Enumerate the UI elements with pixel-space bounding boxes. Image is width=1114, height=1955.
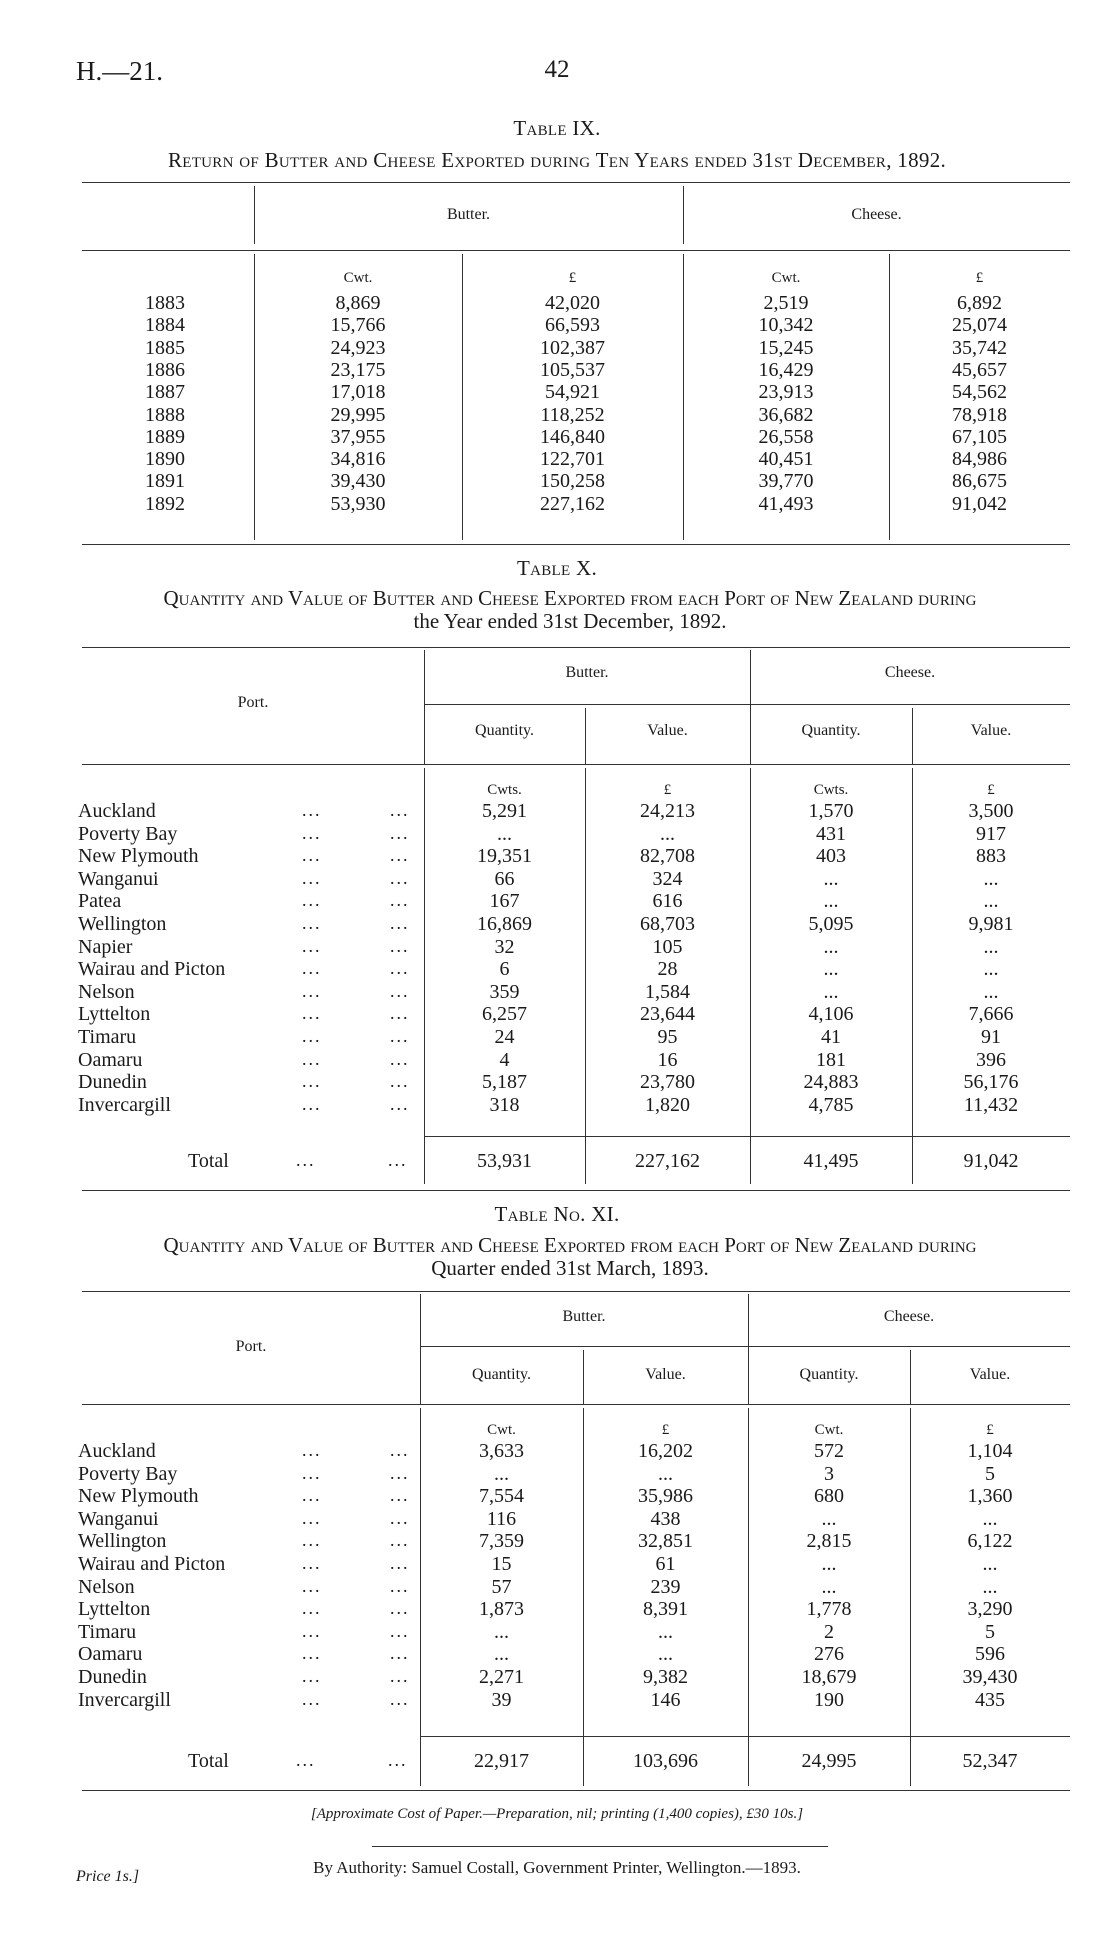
table9-cell: 41,493 bbox=[758, 492, 814, 515]
table11-cell: 5 bbox=[985, 1462, 995, 1485]
table10-leader-dots: ... bbox=[390, 890, 410, 911]
table11-cell: ... bbox=[494, 1643, 509, 1666]
table9-year: 1888 bbox=[145, 403, 185, 426]
table11-cell: 18,679 bbox=[801, 1666, 857, 1688]
table11-leader-dots: ... bbox=[390, 1666, 410, 1686]
table11-subheader-2: Quantity. bbox=[799, 1366, 859, 1383]
table10-cell: 318 bbox=[489, 1093, 520, 1116]
table9-cell: 15,245 bbox=[758, 336, 814, 359]
table9-cell: 146,840 bbox=[540, 425, 605, 448]
table9-cell: 36,682 bbox=[758, 403, 814, 426]
table11-cell: 2,271 bbox=[479, 1666, 524, 1688]
table10-cell: ... bbox=[823, 890, 839, 913]
table10-total-cell: 41,495 bbox=[803, 1150, 859, 1172]
table10-total-cell: 91,042 bbox=[963, 1150, 1019, 1172]
table11-leader-dots: ... bbox=[302, 1530, 322, 1551]
table9-cell: 45,657 bbox=[952, 358, 1007, 381]
table10-port-header: Port. bbox=[237, 694, 269, 711]
table10-cell: 16 bbox=[657, 1048, 678, 1071]
table10-port-name: Auckland bbox=[78, 800, 156, 822]
table11-cell: 6,122 bbox=[967, 1530, 1013, 1553]
table10-leader-dots: ... bbox=[302, 1071, 322, 1092]
table9-cell: 53,930 bbox=[330, 492, 386, 515]
table10-leader-dots: ... bbox=[390, 1048, 410, 1069]
table9-cell: 39,430 bbox=[330, 470, 386, 493]
table10-cell: 4 bbox=[499, 1048, 510, 1071]
table10-cell: 95 bbox=[657, 1026, 678, 1048]
table11-leader-dots: ... bbox=[302, 1666, 322, 1686]
table9-year: 1889 bbox=[145, 425, 185, 448]
table11-cell: 35,986 bbox=[638, 1485, 693, 1508]
table9-cell: 42,020 bbox=[545, 292, 600, 314]
table9-cell: 150,258 bbox=[540, 470, 605, 493]
table11-unit-2: Cwt. bbox=[814, 1422, 844, 1438]
table10-cell: 11,432 bbox=[963, 1093, 1019, 1116]
table11-cell: ... bbox=[982, 1507, 998, 1530]
table11-cell: ... bbox=[821, 1575, 837, 1598]
table10-port-name: Poverty Bay bbox=[78, 822, 178, 845]
table11-cell: 2 bbox=[824, 1620, 834, 1643]
table11-cell: 5 bbox=[985, 1620, 995, 1643]
table11-unit-0: Cwt. bbox=[487, 1422, 516, 1438]
table10-cell: 28 bbox=[657, 958, 678, 981]
table9-cell: 66,593 bbox=[545, 314, 600, 337]
table11-cell: ... bbox=[658, 1643, 673, 1666]
table10-cell: 1,584 bbox=[645, 980, 690, 1003]
table11-cell: 116 bbox=[486, 1507, 517, 1530]
table10-cell: 4,785 bbox=[808, 1093, 854, 1116]
table10-cell: 41 bbox=[821, 1026, 841, 1048]
table9-unit-0: Cwt. bbox=[343, 270, 373, 286]
table10-cell: ... bbox=[983, 867, 999, 890]
table9-year: 1891 bbox=[145, 470, 185, 493]
table10-leader-dots: ... bbox=[390, 867, 410, 888]
table11-cell: 3,633 bbox=[479, 1440, 524, 1462]
table10-cell: 917 bbox=[976, 822, 1006, 845]
table9-year: 1886 bbox=[145, 358, 185, 381]
table10-cell: 32 bbox=[494, 935, 515, 958]
table9-cell: 10,342 bbox=[758, 314, 814, 337]
table10-cell: ... bbox=[983, 935, 999, 958]
table9-year: 1890 bbox=[145, 448, 185, 471]
table10-subheader-3: Value. bbox=[970, 722, 1012, 739]
table11-leader-dots: ... bbox=[302, 1688, 322, 1709]
table9-cell: 29,995 bbox=[330, 403, 386, 426]
table10-port-name: Timaru bbox=[78, 1026, 137, 1048]
table10-cell: ... bbox=[983, 980, 999, 1003]
table10-cell: ... bbox=[823, 867, 839, 890]
table9-unit-3: £ bbox=[975, 270, 984, 286]
table10-subtitle: Quantity and Value of Butter and Cheese Exported from each Port of New Zealand during the Year ended 31st December, 1892. bbox=[163, 586, 977, 633]
table9-cell: 23,175 bbox=[330, 358, 386, 381]
table9-cheese-header: Cheese. bbox=[851, 206, 902, 223]
table11-cell: 3,290 bbox=[967, 1598, 1013, 1621]
table11-subheader-3: Value. bbox=[969, 1366, 1011, 1383]
table10-cell: 167 bbox=[489, 890, 520, 913]
table10-cell: 24,213 bbox=[640, 800, 695, 822]
table11-cell: 190 bbox=[814, 1688, 844, 1711]
table10-port-name: Invercargill bbox=[78, 1093, 171, 1116]
table10-leader-dots: ... bbox=[302, 1026, 322, 1046]
table10-cell: 6,257 bbox=[482, 1003, 527, 1026]
table11-subheader-1: Value. bbox=[645, 1366, 686, 1383]
table9-year: 1887 bbox=[145, 381, 185, 404]
table10-leader-dots: ... bbox=[390, 1003, 410, 1024]
table10-cell: 68,703 bbox=[640, 913, 695, 935]
table11-port-name: Oamaru bbox=[78, 1643, 143, 1666]
table11-leader-dots: ... bbox=[302, 1507, 322, 1528]
table11-cell: 239 bbox=[650, 1575, 681, 1598]
table11-cell: 435 bbox=[975, 1688, 1005, 1711]
table10-leader-dots: ... bbox=[302, 800, 322, 820]
table9-cell: 84,986 bbox=[952, 448, 1007, 471]
table10-cell: ... bbox=[823, 958, 839, 981]
table10-leader-dots: ... bbox=[390, 913, 410, 933]
table9-cell: 26,558 bbox=[758, 425, 814, 448]
table9-unit-1: £ bbox=[568, 270, 577, 286]
table10-leader-dots: ... bbox=[390, 1093, 410, 1114]
table11-leader-dots: ... bbox=[390, 1620, 410, 1641]
table11-cell: ... bbox=[821, 1553, 837, 1575]
table11-cell: 8,391 bbox=[643, 1598, 688, 1621]
table11-total-cell: 52,347 bbox=[962, 1750, 1018, 1772]
table10-cell: 616 bbox=[652, 890, 683, 913]
table10-cell: 6 bbox=[499, 958, 510, 981]
table10-total-dots: ... bbox=[388, 1150, 408, 1170]
table10-cell: 403 bbox=[816, 845, 846, 868]
table10-cell: 82,708 bbox=[640, 845, 695, 868]
table9-cell: 35,742 bbox=[952, 336, 1007, 359]
table10-leader-dots: ... bbox=[302, 935, 322, 956]
table11-total-cell: 22,917 bbox=[474, 1750, 529, 1772]
table11-cell: 680 bbox=[814, 1485, 844, 1508]
table9-unit-2: Cwt. bbox=[771, 270, 801, 286]
table11-cheese-header: Cheese. bbox=[883, 1308, 935, 1325]
table11-cell: ... bbox=[494, 1620, 509, 1643]
table10-cell: 9,981 bbox=[968, 913, 1014, 935]
table11-cell: ... bbox=[658, 1462, 673, 1485]
table10-leader-dots: ... bbox=[302, 913, 322, 933]
table11-leader-dots: ... bbox=[302, 1620, 322, 1641]
table10-leader-dots: ... bbox=[390, 845, 410, 866]
table9-cell: 40,451 bbox=[758, 448, 814, 471]
table11-leader-dots: ... bbox=[390, 1485, 410, 1506]
table9-cell: 25,074 bbox=[952, 314, 1007, 337]
table9-cell: 105,537 bbox=[540, 358, 605, 381]
table11-butter-header: Butter. bbox=[562, 1308, 606, 1325]
table11-total-cell: 103,696 bbox=[633, 1750, 698, 1772]
table9-year: 1885 bbox=[145, 336, 185, 359]
table9-cell: 54,921 bbox=[545, 381, 600, 404]
authority-line: By Authority: Samuel Costall, Government Printer, Wellington.—1893. bbox=[313, 1858, 801, 1877]
table10-cell: 5,291 bbox=[482, 800, 527, 822]
table10-unit-3: £ bbox=[987, 782, 995, 798]
table11-cell: 9,382 bbox=[643, 1666, 688, 1688]
table11-cell: 39,430 bbox=[962, 1666, 1018, 1688]
table11-cell: ... bbox=[982, 1575, 998, 1598]
table11-port-name: Poverty Bay bbox=[78, 1462, 178, 1485]
table11-cell: 16,202 bbox=[638, 1440, 693, 1462]
table11-total-dots: ... bbox=[296, 1750, 316, 1770]
table10-cell: ... bbox=[660, 822, 675, 845]
table11-leader-dots: ... bbox=[390, 1462, 410, 1483]
table11-cell: 596 bbox=[975, 1643, 1005, 1666]
table11-cell: ... bbox=[982, 1553, 998, 1575]
table11-subtitle: Quantity and Value of Butter and Cheese Exported from each Port of New Zealand during Quarter ended 31st March, 1893. bbox=[163, 1233, 977, 1280]
table10-cell: 105 bbox=[652, 935, 683, 958]
table9-cell: 122,701 bbox=[540, 448, 605, 471]
table10-cell: 7,666 bbox=[968, 1003, 1014, 1026]
table10-cell: 19,351 bbox=[477, 845, 532, 868]
table10-cell: 24,883 bbox=[803, 1071, 859, 1094]
table10-leader-dots: ... bbox=[302, 822, 322, 843]
table9-cell: 78,918 bbox=[952, 403, 1007, 426]
table10-cell: 24 bbox=[494, 1026, 515, 1048]
table9-cell: 102,387 bbox=[540, 336, 605, 359]
table11-cell: 7,554 bbox=[479, 1485, 524, 1508]
table10-leader-dots: ... bbox=[390, 1071, 410, 1092]
table11-port-name: Timaru bbox=[78, 1620, 137, 1643]
table9-cell: 227,162 bbox=[540, 492, 605, 515]
table9-cell: 37,955 bbox=[330, 425, 386, 448]
table10-leader-dots: ... bbox=[390, 822, 410, 843]
table11-cell: 276 bbox=[814, 1643, 844, 1666]
table10-port-name: Dunedin bbox=[78, 1071, 147, 1094]
table10-cell: 66 bbox=[494, 867, 515, 890]
table11-unit-3: £ bbox=[986, 1422, 994, 1438]
table11-total-label: Total bbox=[188, 1750, 229, 1772]
table11-cell: 3 bbox=[824, 1462, 834, 1485]
price-label: Price 1s.] bbox=[76, 1868, 140, 1885]
table10-cell: 396 bbox=[976, 1048, 1006, 1071]
table10-cell: 3,500 bbox=[968, 800, 1014, 822]
table9-cell: 6,892 bbox=[957, 292, 1002, 314]
table11-leader-dots: ... bbox=[302, 1440, 322, 1460]
table10-total-dots: ... bbox=[296, 1150, 316, 1170]
table11-cell: 57 bbox=[491, 1575, 512, 1598]
table10-cell: 883 bbox=[976, 845, 1006, 868]
table10-subheader-0: Quantity. bbox=[475, 722, 534, 739]
table10-port-name: Wellington bbox=[78, 913, 167, 935]
table11-cell: 39 bbox=[491, 1688, 512, 1711]
table9-cell: 67,105 bbox=[952, 425, 1007, 448]
table9-year: 1883 bbox=[145, 292, 185, 314]
table11-cell: ... bbox=[494, 1462, 509, 1485]
table11-port-name: Wellington bbox=[78, 1530, 167, 1553]
table10-cell: ... bbox=[823, 935, 839, 958]
table9-butter-header: Butter. bbox=[446, 206, 491, 223]
table10-total-label: Total bbox=[188, 1150, 229, 1172]
table10-leader-dots: ... bbox=[302, 867, 322, 888]
table10-butter-header: Butter. bbox=[565, 664, 609, 681]
table11-cell: 7,359 bbox=[479, 1530, 524, 1553]
table11-unit-1: £ bbox=[661, 1422, 670, 1438]
table9-cell: 23,913 bbox=[758, 381, 814, 404]
table9-cell: 16,429 bbox=[758, 358, 814, 381]
document-reference: H.—21. bbox=[76, 56, 163, 86]
table11-leader-dots: ... bbox=[302, 1462, 322, 1483]
table11-port-name: Wairau and Picton bbox=[78, 1553, 226, 1575]
page-number: 42 bbox=[544, 56, 570, 83]
table11-cell: 1,778 bbox=[806, 1598, 852, 1621]
table9-cell: 39,770 bbox=[758, 470, 814, 493]
table11-port-header: Port. bbox=[235, 1338, 267, 1355]
table9-cell: 91,042 bbox=[952, 492, 1007, 515]
table10-port-name: Nelson bbox=[78, 980, 135, 1003]
table10-port-name: New Plymouth bbox=[78, 845, 199, 868]
table10-unit-0: Cwts. bbox=[487, 782, 522, 798]
table11-port-name: Dunedin bbox=[78, 1666, 147, 1688]
table10-unit-1: £ bbox=[663, 782, 672, 798]
table10-cell: ... bbox=[497, 822, 512, 845]
table9-cell: 118,252 bbox=[540, 403, 605, 426]
table11-cell: 1,104 bbox=[967, 1440, 1013, 1462]
table11-port-name: Auckland bbox=[78, 1440, 156, 1462]
table9-cell: 54,562 bbox=[952, 381, 1007, 404]
table10-title: Table X. bbox=[516, 556, 598, 580]
table11-leader-dots: ... bbox=[302, 1553, 322, 1573]
table10-leader-dots: ... bbox=[302, 958, 322, 979]
table9-cell: 15,766 bbox=[330, 314, 386, 337]
table10-cell: ... bbox=[983, 890, 999, 913]
table9-title: Table IX. bbox=[513, 116, 601, 140]
table10-cell: 91 bbox=[981, 1026, 1001, 1048]
table9-cell: 86,675 bbox=[952, 470, 1007, 493]
table11-port-name: New Plymouth bbox=[78, 1485, 199, 1508]
table10-cheese-header: Cheese. bbox=[884, 664, 936, 681]
table10-cell: 1,570 bbox=[808, 800, 854, 822]
table10-port-name: Wanganui bbox=[78, 867, 159, 890]
cost-note: [Approximate Cost of Paper.—Preparation, nil; printing (1,400 copies), £30 10s.] bbox=[310, 1806, 804, 1822]
table11-leader-dots: ... bbox=[302, 1643, 322, 1664]
table11-leader-dots: ... bbox=[390, 1507, 410, 1528]
table10-subheader-1: Value. bbox=[647, 722, 688, 739]
table11-leader-dots: ... bbox=[390, 1643, 410, 1664]
table10-leader-dots: ... bbox=[390, 935, 410, 956]
table11-cell: 1,360 bbox=[967, 1485, 1013, 1508]
table11-leader-dots: ... bbox=[390, 1598, 410, 1619]
table10-subheader-2: Quantity. bbox=[801, 722, 861, 739]
table9-year: 1884 bbox=[145, 314, 185, 337]
table10-leader-dots: ... bbox=[390, 800, 410, 820]
table10-port-name: Lyttelton bbox=[78, 1003, 151, 1026]
table10-total-cell: 227,162 bbox=[635, 1150, 700, 1172]
table10-total-cell: 53,931 bbox=[477, 1150, 532, 1172]
table11-leader-dots: ... bbox=[302, 1575, 322, 1596]
table11-cell: 1,873 bbox=[479, 1598, 524, 1621]
table9-cell: 17,018 bbox=[330, 381, 386, 404]
table9-year: 1892 bbox=[145, 492, 185, 515]
table11-cell: ... bbox=[658, 1620, 673, 1643]
table11-cell: 572 bbox=[814, 1440, 844, 1462]
table10-cell: 1,820 bbox=[645, 1093, 690, 1116]
table10-leader-dots: ... bbox=[390, 980, 410, 1001]
table10-cell: 431 bbox=[816, 822, 846, 845]
table10-leader-dots: ... bbox=[390, 958, 410, 979]
table10-cell: 16,869 bbox=[477, 913, 532, 935]
table10-unit-2: Cwts. bbox=[813, 782, 849, 798]
table10-cell: 181 bbox=[816, 1048, 846, 1071]
table10-port-name: Oamaru bbox=[78, 1048, 143, 1071]
table11-port-name: Invercargill bbox=[78, 1688, 171, 1711]
table11-cell: 61 bbox=[655, 1553, 676, 1575]
table10-leader-dots: ... bbox=[390, 1026, 410, 1046]
table11-leader-dots: ... bbox=[302, 1598, 322, 1619]
table10-cell: 23,780 bbox=[640, 1071, 695, 1094]
table11-leader-dots: ... bbox=[302, 1485, 322, 1506]
table11-cell: ... bbox=[821, 1507, 837, 1530]
table11-cell: 15 bbox=[491, 1553, 512, 1575]
table9-cell: 8,869 bbox=[335, 292, 381, 314]
table9-subtitle: Return of Butter and Cheese Exported during Ten Years ended 31st December, 1892. bbox=[167, 148, 947, 172]
table11-port-name: Lyttelton bbox=[78, 1598, 151, 1621]
table11-cell: 2,815 bbox=[806, 1530, 852, 1553]
table10-leader-dots: ... bbox=[302, 890, 322, 911]
table10-leader-dots: ... bbox=[302, 1093, 322, 1114]
table10-cell: 5,187 bbox=[482, 1071, 527, 1094]
table10-cell: 4,106 bbox=[808, 1003, 854, 1026]
table11-cell: 438 bbox=[650, 1507, 681, 1530]
table11-port-name: Nelson bbox=[78, 1575, 135, 1598]
table9-cell: 24,923 bbox=[330, 336, 386, 359]
table10-leader-dots: ... bbox=[302, 845, 322, 866]
table10-leader-dots: ... bbox=[302, 1003, 322, 1024]
table10-cell: 56,176 bbox=[963, 1071, 1019, 1094]
table11-port-name: Wanganui bbox=[78, 1507, 159, 1530]
table10-port-name: Napier bbox=[78, 935, 133, 958]
table11-title: Table No. XI. bbox=[494, 1202, 620, 1226]
table11-total-dots: ... bbox=[388, 1750, 408, 1770]
table10-port-name: Wairau and Picton bbox=[78, 958, 226, 981]
table11-leader-dots: ... bbox=[390, 1440, 410, 1460]
table11-cell: 146 bbox=[650, 1688, 681, 1711]
table10-leader-dots: ... bbox=[302, 980, 322, 1001]
table11-leader-dots: ... bbox=[390, 1688, 410, 1709]
table11-cell: 32,851 bbox=[638, 1530, 693, 1553]
table11-leader-dots: ... bbox=[390, 1530, 410, 1551]
table9-cell: 2,519 bbox=[763, 292, 809, 314]
table10-cell: ... bbox=[823, 980, 839, 1003]
table10-cell: 324 bbox=[652, 867, 683, 890]
table11-leader-dots: ... bbox=[390, 1575, 410, 1596]
table9-cell: 34,816 bbox=[330, 448, 386, 471]
table10-cell: ... bbox=[983, 958, 999, 981]
table11-total-cell: 24,995 bbox=[801, 1750, 857, 1772]
table11-leader-dots: ... bbox=[390, 1553, 410, 1573]
table11-subheader-0: Quantity. bbox=[472, 1366, 531, 1383]
table10-cell: 5,095 bbox=[808, 913, 854, 935]
table10-leader-dots: ... bbox=[302, 1048, 322, 1069]
table10-cell: 23,644 bbox=[640, 1003, 695, 1026]
table10-port-name: Patea bbox=[78, 890, 122, 913]
table10-cell: 359 bbox=[489, 980, 520, 1003]
